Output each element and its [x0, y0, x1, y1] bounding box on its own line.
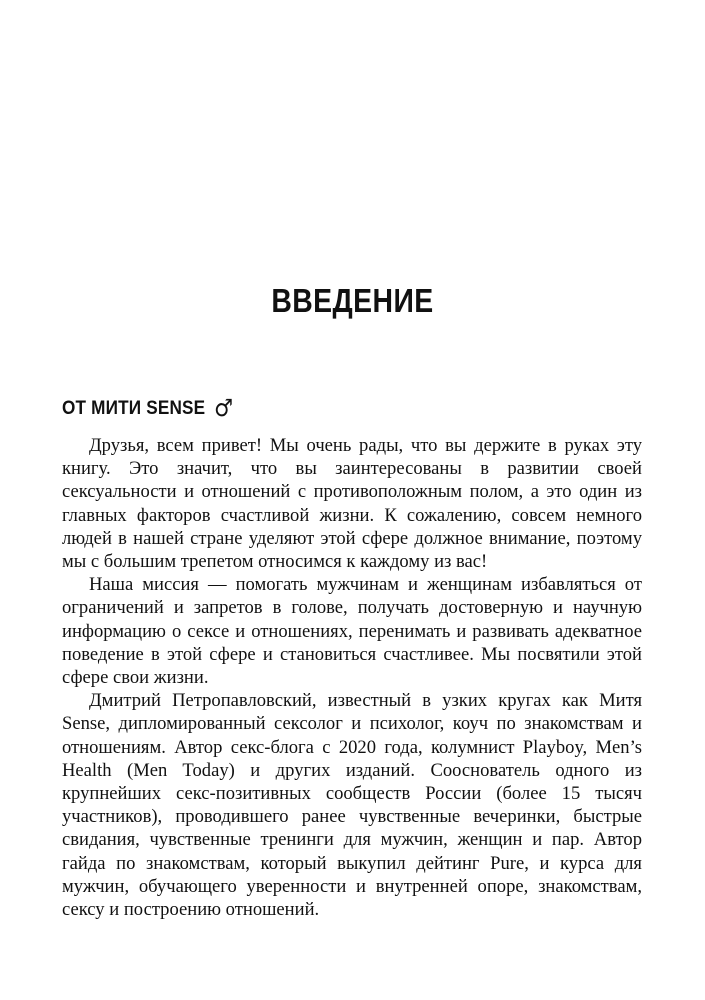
body-text — [62, 434, 642, 921]
section-heading-text: ОТ МИТИ SENSE — [62, 396, 206, 419]
paragraph-author-bio: Дмитрий Петропавловский, известный в узких кругах как Митя Sense, дипломированный сексолог и психолог, коуч по знакомствам и отношениям. Автор секс-блога с 2020 года, колумнист Playboy, Men’s Health (Men Today) и других изданий. Сооснователь одного из крупнейших секс-позитивных сообществ России (более 15 тысяч участников), проводившего ранее чувственные вечеринки, быстрые свидания, чувственные тренинги для мужчин, женщин и пар. Автор гайда по знакомствам, который выкупил дейтинг Pure, и курса для мужчин, обучающего уверенности и внутренней опоре, знакомствам, сексу и построению отношений. — [62, 690, 642, 921]
paragraph-greeting: Друзья, всем привет! Мы очень рады, что вы держите в руках эту книгу. Это значит, что вы заинтересованы в развитии своей сексуальности и отношений с противоположным полом, а это один из главных факторов счастливой жизни. К сожалению, совсем немного людей в нашей стране уделяют этой сфере должное внимание, поэтому мы с большим трепетом относимся к каждому из вас! — [62, 435, 642, 573]
section-heading — [62, 396, 233, 420]
male-symbol-icon: ♂ — [214, 394, 234, 422]
paragraph-mission: Наша миссия — помогать мужчинам и женщинам избавляться от ограничений и запретов в голове, получать достоверную и научную информацию о сексе и отношениях, перенимать и развивать адекватное поведение в этой сфере и становиться счастливее. Мы посвятили этой сфере свои жизни. — [62, 574, 642, 689]
chapter-title: ВВЕДЕНИЕ — [271, 282, 434, 319]
